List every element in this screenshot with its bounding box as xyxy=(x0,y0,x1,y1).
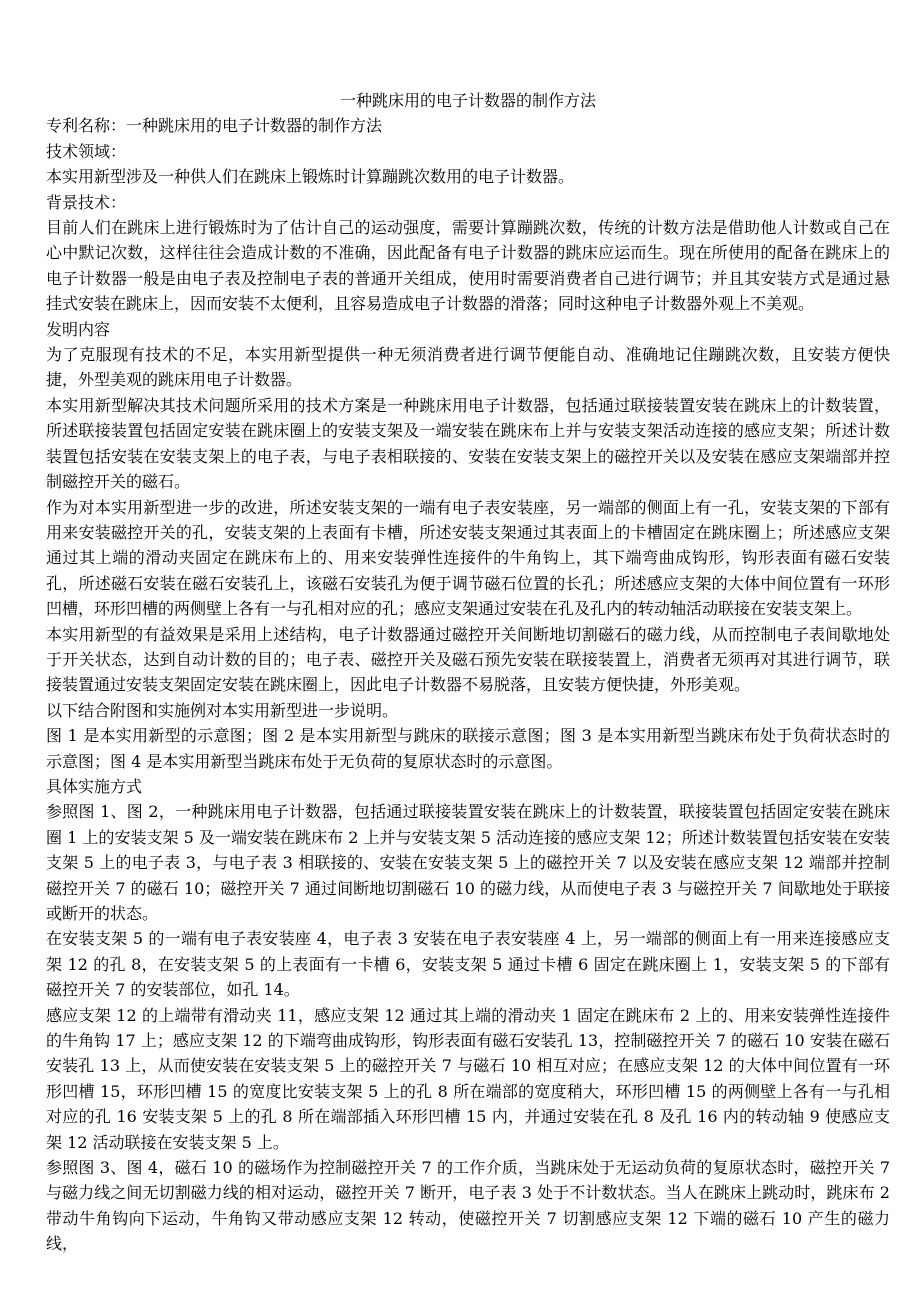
invention-paragraph-3: 作为对本实用新型进一步的改进，所述安装支架的一端有电子表安装座，另一端部的侧面上有一孔，安装支架的下部有用来安装磁控开关的孔，安装支架的上表面有卡槽，所述安装支架通过其表面上的卡槽固定在跳床圈上；所述感应支架通过其上端的滑动夹固定在跳床布上的、用来安装弹性连接件的牛角钩上，其下端弯曲成钩形，钩形表面有磁石安装孔，所述磁石安装在磁石安装孔上，该磁石安装孔为便于调节磁石位置的长孔；所述感应支架的大体中间位置有一环形凹槽，环形凹槽的两侧壁上各有一与孔相对应的孔；感应支架通过安装在孔及孔内的转动轴活动联接在安装支架上。 xyxy=(46,497,890,619)
invention-paragraph-4: 本实用新型的有益效果是采用上述结构，电子计数器通过磁控开关间断地切割磁石的磁力线，从而控制电子表间歇地处于开关状态，达到自动计数的目的；电子表、磁控开关及磁石预先安装在联接装置上，消费者无须再对其进行调节，联接装置通过安装支架固定安装在跳床圈上，因此电子计数器不易脱落，且安装方便快捷，外形美观。 xyxy=(46,624,890,695)
invention-paragraph-1: 为了克服现有技术的不足，本实用新型提供一种无须消费者进行调节便能自动、准确地记住蹦跳次数，且安装方便快捷，外型美观的跳床用电子计数器。 xyxy=(46,345,890,390)
invention-paragraph-5: 以下结合附图和实施例对本实用新型进一步说明。 xyxy=(46,700,399,720)
embodiment-paragraph-1: 参照图 1、图 2，一种跳床用电子计数器，包括通过联接装置安装在跳床上的计数装置，联接装置包括固定安装在跳床圈 1 上的安装支架 5 及一端安装在跳床布 2 上并与安装支架 5 活动连接的感应支架 12；所述计数装置包括安装在安装支架 5 上的电子表 3，与电子表 3 相联接的、安装在安装支架 5 上的磁控开关 7 以及安装在感应支架 12 端部并控制磁控开关 7 的磁石 10；磁控开关 7 通过间断地切割磁石 10 的磁力线，从而使电子表 3 与磁控开关 7 间歇地处于联接或断开的状态。 xyxy=(46,802,890,923)
invention-paragraph-6: 图 1 是本实用新型的示意图；图 2 是本实用新型与跳床的联接示意图；图 3 是本实用新型当跳床布处于负荷状态时的示意图；图 4 是本实用新型当跳床布处于无负荷的复原状态时的示意图。 xyxy=(46,726,890,771)
background-paragraph: 目前人们在跳床上进行锻炼时为了估计自己的运动强度，需要计算蹦跳次数，传统的计数方法是借助他人计数或自己在心中默记次数，这样往往会造成计数的不准确，因此配备有电子计数器的跳床应运而生。现在所使用的配备在跳床上的电子计数器一般是由电子表及控制电子表的普通开关组成，使用时需要消费者自己进行调节；并且其安装方式是通过悬挂式安装在跳床上，因而安装不太便利，且容易造成电子计数器的滑落；同时这种电子计数器外观上不美观。 xyxy=(46,218,890,314)
embodiment-paragraph-4: 参照图 3、图 4，磁石 10 的磁场作为控制磁控开关 7 的工作介质，当跳床处于无运动负荷的复原状态时，磁控开关 7 与磁力线之间无切割磁力线的相对运动，磁控开关 7 断开，电子表 3 处于不计数状态。当人在跳床上跳动时，跳床布 2 带动牛角钩向下运动，牛角钩又带动感应支架 12 转动，使磁控开关 7 切割感应支架 12 下端的磁石 10 产生的磁力线， xyxy=(46,1158,890,1254)
embodiment-paragraph-2: 在安装支架 5 的一端有电子表安装座 4，电子表 3 安装在电子表安装座 4 上，另一端部的侧面上有一用来连接感应支架 12 的孔 8，在安装支架 5 的上表面有一卡槽 6，安装支架 5 通过卡槽 6 固定在跳床圈上 1，安装支架 5 的下部有磁控开关 7 的安装部位，如孔 14。 xyxy=(46,929,890,1000)
tech-field-paragraph: 本实用新型涉及一种供人们在跳床上锻炼时计算蹦跳次数用的电子计数器。 xyxy=(46,167,575,187)
heading-invention: 发明内容 xyxy=(46,319,111,339)
document-title: 一种跳床用的电子计数器的制作方法 xyxy=(339,91,596,110)
heading-embodiment: 具体实施方式 xyxy=(46,776,143,796)
heading-background: 背景技术： xyxy=(46,192,127,212)
embodiment-paragraph-3: 感应支架 12 的上端带有滑动夹 11，感应支架 12 通过其上端的滑动夹 1 固定在跳床布 2 上的、用来安装弹性连接件的牛角钩 17 上；感应支架 12 的下端弯曲成钩形，钩形表面有磁石安装孔 13，控制磁控开关 7 的磁石 10 安装在磁石安装孔 13 上，从而使安装在安装支架 5 上的磁控开关 7 与磁石 10 相互对应；在感应支架 12 的大体中间位置有一环形凹槽 15，环形凹槽 15 的宽度比安装支架 5 上的孔 8 所在端部的宽度稍大，环形凹槽 15 的两侧壁上各有一与孔相对应的孔 16 安装支架 5 上的孔 8 所在端部插入环形凹槽 15 内，并通过安装在孔 8 及孔 16 内的转动轴 9 使感应支架 12 活动联接在安装支架 5 上。 xyxy=(46,1005,890,1152)
invention-paragraph-2: 本实用新型解决其技术问题所采用的技术方案是一种跳床用电子计数器，包括通过联接装置安装在跳床上的计数装置，所述联接装置包括固定安装在跳床圈上的安装支架及一端安装在跳床布上并与安装支架活动连接的感应支架；所述计数装置包括安装在安装支架上的电子表，与电子表相联接的、安装在安装支架上的磁控开关以及安装在感应支架端部并控制磁控开关的磁石。 xyxy=(46,395,890,492)
document-body xyxy=(46,88,890,1257)
heading-tech-field: 技术领域： xyxy=(46,141,127,161)
patent-name-line: 专利名称：一种跳床用的电子计数器的制作方法 xyxy=(46,116,383,136)
